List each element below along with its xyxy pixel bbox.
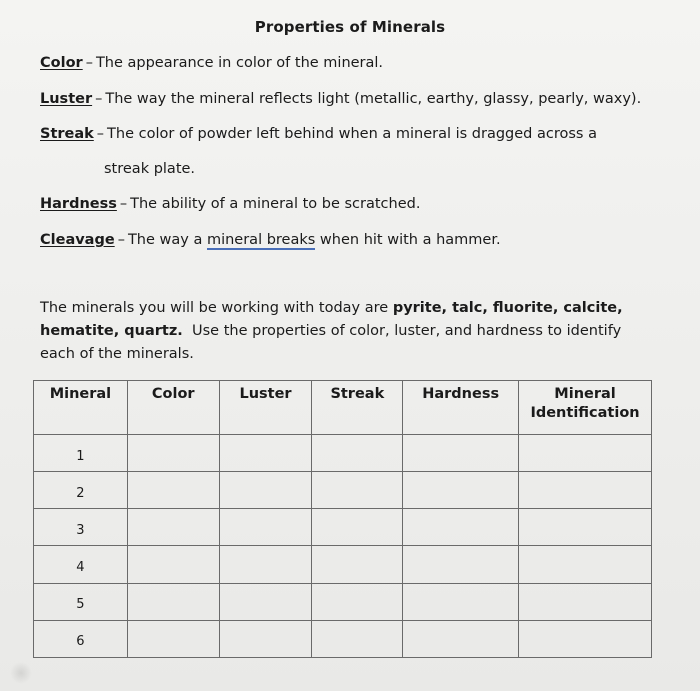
instructions-line-2 <box>40 320 640 343</box>
row-number: 6 <box>34 620 128 657</box>
mineral-list-part-1: pyrite, talc, fluorite, calcite, <box>392 300 623 316</box>
luster-cell[interactable] <box>219 509 312 546</box>
hardness-cell[interactable] <box>403 472 519 509</box>
header-color: Color <box>127 381 219 435</box>
row-number: 2 <box>34 472 128 509</box>
streak-cell[interactable] <box>312 546 403 583</box>
dash: – <box>96 126 105 142</box>
page-title: Properties of Minerals <box>254 18 446 36</box>
identification-cell[interactable] <box>519 472 652 509</box>
streak-cell[interactable] <box>312 583 403 620</box>
header-hardness: Hardness <box>403 381 519 435</box>
dash: – <box>95 91 103 107</box>
color-cell[interactable] <box>127 620 219 657</box>
color-cell[interactable] <box>127 472 219 509</box>
hardness-cell[interactable] <box>403 546 519 583</box>
dash: – <box>85 55 93 71</box>
instructions-line-1 <box>40 297 640 320</box>
color-cell[interactable] <box>127 546 219 583</box>
definition-cleavage <box>40 232 501 248</box>
mineral-identification-table <box>33 380 652 658</box>
paper-smudge <box>10 662 32 684</box>
row-number: 3 <box>34 509 128 546</box>
term-streak: Streak <box>40 126 94 142</box>
hardness-cell[interactable] <box>403 620 519 657</box>
luster-cell[interactable] <box>219 546 312 583</box>
identification-cell[interactable] <box>519 620 652 657</box>
hardness-cell[interactable] <box>403 583 519 620</box>
instructions-line-3: each of the minerals. <box>40 346 194 362</box>
mineral-breaks-link[interactable]: mineral breaks <box>206 232 316 248</box>
table-row <box>34 435 652 472</box>
table-row <box>34 546 652 583</box>
identification-cell[interactable] <box>519 509 652 546</box>
table-header-row <box>34 381 652 435</box>
hardness-cell[interactable] <box>403 435 519 472</box>
row-number: 4 <box>34 546 128 583</box>
luster-cell[interactable] <box>219 472 312 509</box>
streak-cell[interactable] <box>312 472 403 509</box>
term-luster: Luster <box>40 91 93 107</box>
instructions-paragraph <box>40 297 640 366</box>
definition-hardness <box>40 196 420 212</box>
row-number: 1 <box>34 435 128 472</box>
definition-text: The way the mineral reflects light (metallic, earthy, glassy, pearly, waxy). <box>105 91 642 107</box>
definition-streak <box>40 126 597 142</box>
identification-cell[interactable] <box>519 435 652 472</box>
header-streak: Streak <box>312 381 403 435</box>
definition-text-before: The way a <box>127 232 207 248</box>
dash: – <box>117 232 125 248</box>
table-row <box>34 583 652 620</box>
instructions-text: The minerals you will be working with today are <box>40 300 393 316</box>
table-row <box>34 620 652 657</box>
header-mineral-identification <box>519 381 652 435</box>
definition-color <box>40 55 383 71</box>
identification-cell[interactable] <box>519 583 652 620</box>
color-cell[interactable] <box>127 509 219 546</box>
streak-cell[interactable] <box>312 509 403 546</box>
term-color: Color <box>40 55 83 71</box>
definition-text: The color of powder left behind when a mineral is dragged across a <box>107 126 597 142</box>
definition-streak-continuation: streak plate. <box>104 161 196 177</box>
instructions-text: Use the properties of color, luster, and hardness to identify <box>182 323 622 339</box>
term-hardness: Hardness <box>40 196 117 212</box>
definition-text-after: when hit with a hammer. <box>315 232 501 248</box>
color-cell[interactable] <box>127 435 219 472</box>
row-number: 5 <box>34 583 128 620</box>
header-line-2: Identification <box>530 405 640 421</box>
definition-luster <box>40 91 641 107</box>
luster-cell[interactable] <box>219 583 312 620</box>
header-luster: Luster <box>219 381 312 435</box>
term-cleavage: Cleavage <box>40 232 115 248</box>
luster-cell[interactable] <box>219 435 312 472</box>
table-row <box>34 509 652 546</box>
table-row <box>34 472 652 509</box>
dash: – <box>119 196 128 212</box>
streak-cell[interactable] <box>312 435 403 472</box>
luster-cell[interactable] <box>219 620 312 657</box>
definition-text: The ability of a mineral to be scratched. <box>130 196 421 212</box>
streak-cell[interactable] <box>312 620 403 657</box>
color-cell[interactable] <box>127 583 219 620</box>
identification-cell[interactable] <box>519 546 652 583</box>
definition-text: The appearance in color of the mineral. <box>95 55 384 71</box>
header-mineral: Mineral <box>34 381 128 435</box>
header-line-1: Mineral <box>554 386 616 402</box>
mineral-list-part-2: hematite, quartz. <box>40 323 183 339</box>
hardness-cell[interactable] <box>403 509 519 546</box>
